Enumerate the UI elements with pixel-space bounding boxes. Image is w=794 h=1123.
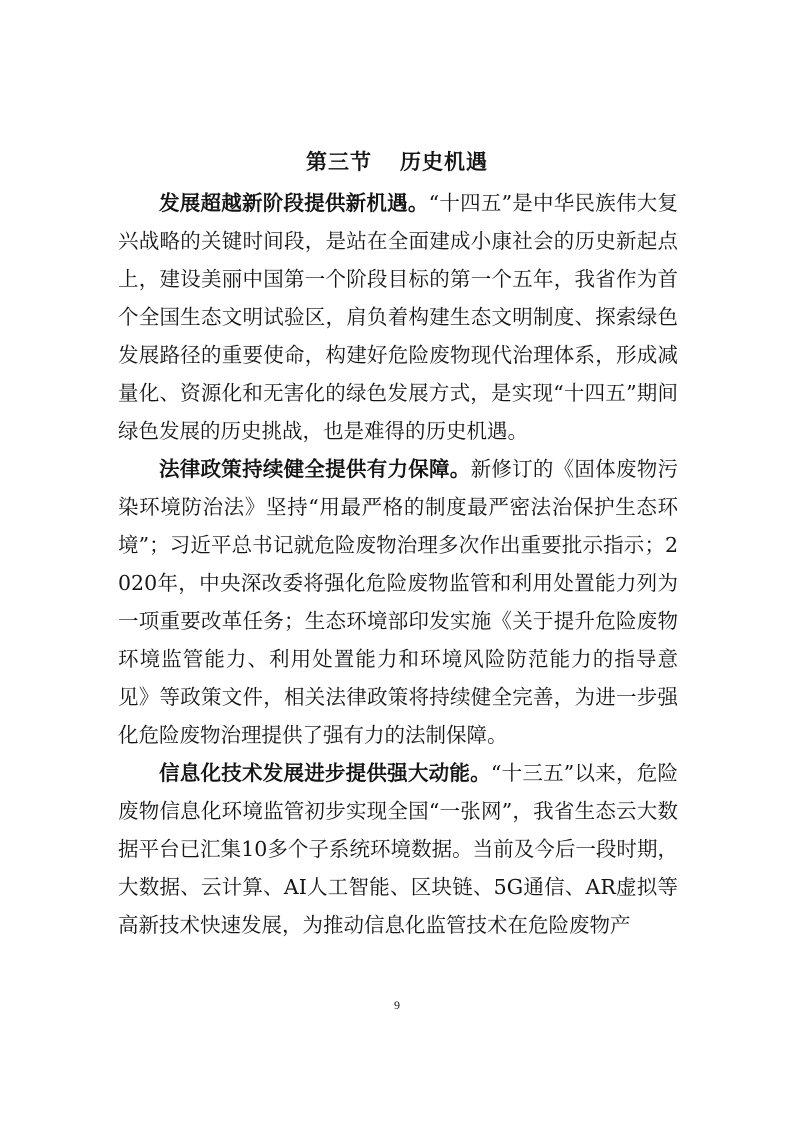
- paragraph-lead: 信息化技术发展进步提供强大动能。: [159, 761, 491, 785]
- paragraph-body: “十四五”是中华民族伟大复兴战略的关键时间段，是站在全面建成小康社会的历史新起点上，建设美丽中国第一个阶段目标的第一个五年，我省作为首个全国生态文明试验区，肩负着构建生态文明制度、探索绿色发展路径的重要使命，构建好危险废物现代治理体系，形成减量化、资源化和无害化的绿色发展方式，是实现“十四五”期间绿色发展的历史挑战，也是难得的历史机遇。: [118, 191, 678, 443]
- page-number: 9: [394, 998, 400, 1012]
- paragraph-lead: 法律政策持续健全提供有力保障。: [159, 457, 471, 481]
- paragraph-legal-guarantee: [118, 450, 678, 754]
- section-heading: 历史机遇: [400, 149, 488, 174]
- paragraph-lead: 发展超越新阶段提供新机遇。: [159, 191, 429, 215]
- paragraph-body: “十三五”以来，危险废物信息化环境监管初步实现全国“一张网”，我省生态云大数据平台已汇集10多个子系统环境数据。当前及今后一段时期，大数据、云计算、AI人工智能、区块链、5G通信、AR虚拟等高新技术快速发展，为推动信息化监管技术在危险废物产: [118, 761, 678, 937]
- paragraph-body: 新修订的《固体废物污染环境防治法》坚持“用最严格的制度最严密法治保护生态环境”；习近平总书记就危险废物治理多次作出重要批示指示；2020年，中央深改委将强化危险废物监管和利用处置能力列为一项重要改革任务；生态环境部印发实施《关于提升危险废物环境监管能力、利用处置能力和环境风险防范能力的指导意见》等政策文件，相关法律政策将持续健全完善，为进一步强化危险废物治理提供了强有力的法制保障。: [118, 457, 678, 747]
- section-number: 第三节: [306, 149, 372, 174]
- paragraph-information-technology: [118, 754, 678, 944]
- paragraph-new-opportunity: [118, 184, 678, 450]
- section-title: [0, 146, 794, 176]
- body-text: [118, 184, 678, 944]
